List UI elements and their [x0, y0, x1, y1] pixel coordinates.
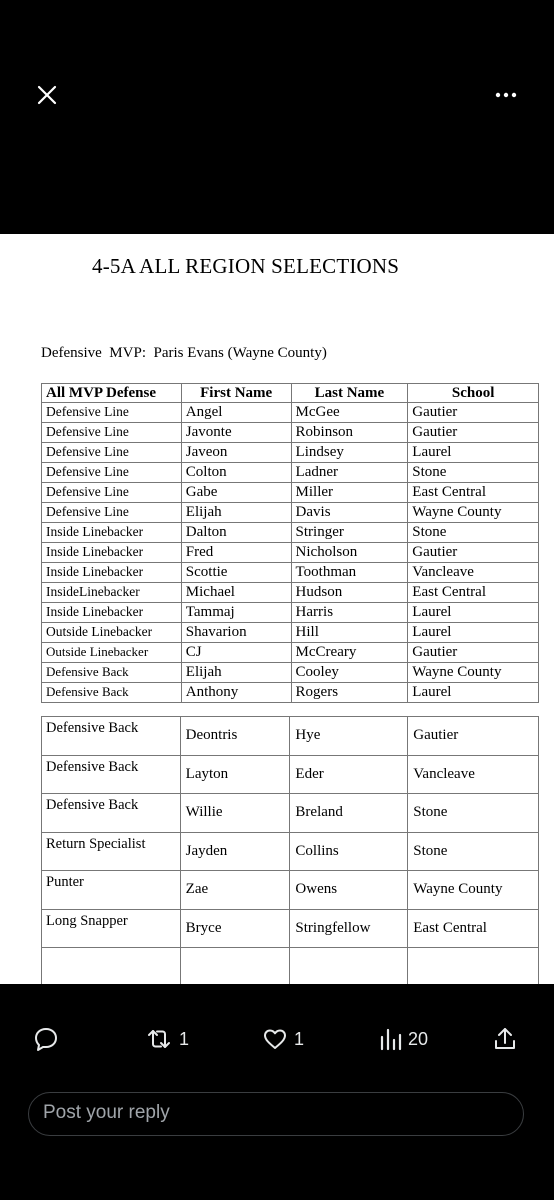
views-count: 20	[408, 1028, 429, 1049]
last-name-cell: Hudson	[291, 583, 408, 603]
comment-icon	[33, 1026, 59, 1052]
last-name-cell: Rogers	[291, 683, 408, 703]
last-name-cell: Miller	[291, 483, 408, 503]
table-header-row	[42, 384, 539, 403]
table-row	[42, 483, 539, 503]
repost-count: 1	[179, 1028, 190, 1049]
table-row	[42, 832, 539, 871]
table-row	[42, 463, 539, 483]
position-cell: Long Snapper	[42, 909, 181, 948]
column-header: All MVP Defense	[42, 384, 182, 403]
defensive-mvp-line: Defensive MVP: Paris Evans (Wayne County)	[41, 345, 327, 361]
last-name-cell: Cooley	[291, 663, 408, 683]
table-row	[42, 794, 539, 833]
first-name-cell: Dalton	[181, 523, 291, 543]
close-icon	[37, 85, 57, 105]
table-row	[42, 623, 539, 643]
first-name-cell: Zae	[180, 871, 290, 910]
first-name-cell: Colton	[181, 463, 291, 483]
school-cell: Wayne County	[408, 503, 539, 523]
document-title: 4-5A ALL REGION SELECTIONS	[92, 254, 400, 278]
school-cell: Laurel	[408, 603, 539, 623]
last-name-cell: Hill	[291, 623, 408, 643]
table-row	[42, 909, 539, 948]
column-header: First Name	[181, 384, 291, 403]
position-cell: InsideLinebacker	[42, 583, 182, 603]
column-header: School	[408, 384, 539, 403]
first-name-cell: Bryce	[180, 909, 290, 948]
table-row	[42, 603, 539, 623]
position-cell: Outside Linebacker	[42, 643, 182, 663]
first-name-cell: Javeon	[181, 443, 291, 463]
school-cell: Wayne County	[408, 871, 539, 910]
position-cell: Defensive Line	[42, 403, 182, 423]
close-button[interactable]	[30, 78, 64, 112]
last-name-cell: Davis	[291, 503, 408, 523]
repost-button[interactable]	[145, 1024, 189, 1054]
school-cell: Stone	[408, 794, 539, 833]
table-row	[42, 503, 539, 523]
school-cell: Stone	[408, 463, 539, 483]
document-image	[0, 234, 554, 984]
first-name-cell: Javonte	[181, 423, 291, 443]
table-row	[42, 543, 539, 563]
school-cell: Gautier	[408, 423, 539, 443]
position-cell: Defensive Back	[42, 683, 182, 703]
school-cell: Stone	[408, 523, 539, 543]
position-cell: Defensive Back	[42, 663, 182, 683]
position-cell: Defensive Back	[42, 755, 181, 794]
views-chart-icon	[378, 1026, 402, 1052]
position-cell: Inside Linebacker	[42, 523, 182, 543]
last-name-cell: Stringer	[291, 523, 408, 543]
table-row	[42, 523, 539, 543]
position-cell	[42, 948, 181, 987]
like-button[interactable]	[262, 1024, 304, 1054]
first-name-cell: Jayden	[180, 832, 290, 871]
first-name-cell: Deontris	[180, 717, 290, 756]
school-cell: Gautier	[408, 643, 539, 663]
position-cell: Inside Linebacker	[42, 543, 182, 563]
selections-table-continued	[41, 716, 539, 987]
first-name-cell: Anthony	[181, 683, 291, 703]
table-row	[42, 443, 539, 463]
position-cell: Inside Linebacker	[42, 603, 182, 623]
more-icon	[495, 92, 517, 98]
first-name-cell: Angel	[181, 403, 291, 423]
school-cell: East Central	[408, 583, 539, 603]
last-name-cell: McGee	[291, 403, 408, 423]
last-name-cell: Breland	[290, 794, 408, 833]
last-name-cell: Hye	[290, 717, 408, 756]
position-cell: Outside Linebacker	[42, 623, 182, 643]
table-row	[42, 755, 539, 794]
first-name-cell: Michael	[181, 583, 291, 603]
school-cell: Gautier	[408, 717, 539, 756]
school-cell: Laurel	[408, 623, 539, 643]
school-cell	[408, 948, 539, 987]
last-name-cell: Ladner	[291, 463, 408, 483]
school-cell: Wayne County	[408, 663, 539, 683]
position-cell: Defensive Line	[42, 503, 182, 523]
first-name-cell: Scottie	[181, 563, 291, 583]
position-cell: Defensive Line	[42, 483, 182, 503]
table-row	[42, 423, 539, 443]
share-icon	[492, 1026, 518, 1052]
last-name-cell: Toothman	[291, 563, 408, 583]
position-cell: Defensive Back	[42, 794, 181, 833]
table-row	[42, 563, 539, 583]
last-name-cell: Collins	[290, 832, 408, 871]
repost-icon	[145, 1026, 173, 1052]
first-name-cell: Layton	[180, 755, 290, 794]
school-cell: Stone	[408, 832, 539, 871]
views-button[interactable]	[378, 1024, 428, 1054]
first-name-cell: Elijah	[181, 503, 291, 523]
position-cell: Defensive Line	[42, 443, 182, 463]
position-cell: Punter	[42, 871, 181, 910]
first-name-cell: Shavarion	[181, 623, 291, 643]
reply-input[interactable]	[28, 1092, 524, 1136]
school-cell: East Central	[408, 909, 539, 948]
last-name-cell: Owens	[290, 871, 408, 910]
table-row	[42, 403, 539, 423]
last-name-cell: Harris	[291, 603, 408, 623]
position-cell: Defensive Back	[42, 717, 181, 756]
last-name-cell: Lindsey	[291, 443, 408, 463]
first-name-cell	[180, 948, 290, 987]
school-cell: Laurel	[408, 683, 539, 703]
school-cell: Gautier	[408, 403, 539, 423]
table-row	[42, 683, 539, 703]
last-name-cell: Robinson	[291, 423, 408, 443]
table-row	[42, 717, 539, 756]
first-name-cell: CJ	[181, 643, 291, 663]
like-count: 1	[294, 1028, 305, 1049]
first-name-cell: Willie	[180, 794, 290, 833]
top-bar	[0, 0, 554, 234]
reply-button[interactable]	[33, 1024, 59, 1054]
column-header: Last Name	[291, 384, 408, 403]
table-row	[42, 871, 539, 910]
table-row	[42, 583, 539, 603]
last-name-cell: McCreary	[291, 643, 408, 663]
school-cell: East Central	[408, 483, 539, 503]
school-cell: Laurel	[408, 443, 539, 463]
first-name-cell: Gabe	[181, 483, 291, 503]
last-name-cell: Nicholson	[291, 543, 408, 563]
position-cell: Return Specialist	[42, 832, 181, 871]
first-name-cell: Elijah	[181, 663, 291, 683]
more-options-button[interactable]	[486, 80, 526, 110]
share-button[interactable]	[492, 1024, 518, 1054]
school-cell: Vancleave	[408, 755, 539, 794]
bottom-bar	[0, 984, 554, 1200]
heart-icon	[262, 1027, 288, 1051]
school-cell: Vancleave	[408, 563, 539, 583]
reply-placeholder: Post your reply	[43, 1102, 170, 1123]
position-cell: Defensive Line	[42, 463, 182, 483]
position-cell: Defensive Line	[42, 423, 182, 443]
last-name-cell: Eder	[290, 755, 408, 794]
first-name-cell: Tammaj	[181, 603, 291, 623]
position-cell: Inside Linebacker	[42, 563, 182, 583]
last-name-cell: Stringfellow	[290, 909, 408, 948]
selections-table	[41, 383, 539, 703]
table-row	[42, 663, 539, 683]
table-row-empty	[42, 948, 539, 987]
table-row	[42, 643, 539, 663]
first-name-cell: Fred	[181, 543, 291, 563]
last-name-cell	[290, 948, 408, 987]
school-cell: Gautier	[408, 543, 539, 563]
